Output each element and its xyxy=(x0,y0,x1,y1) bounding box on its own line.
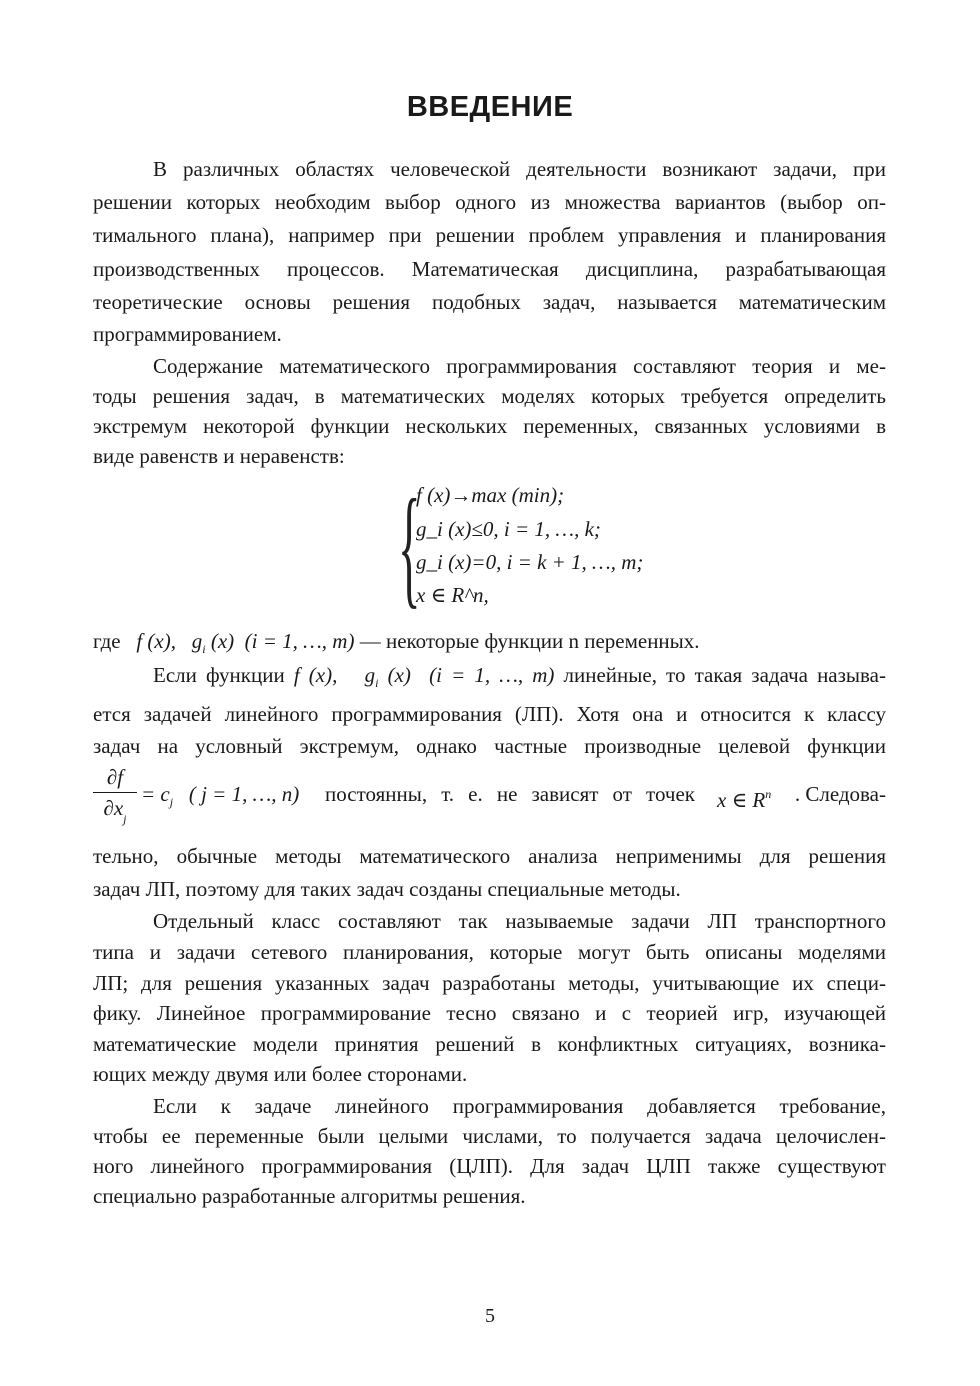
where-suffix: — некоторые функции n переменных. xyxy=(359,629,700,653)
paragraph-1-line: тимального плана), например при решении проблем управления и планирования xyxy=(93,223,886,247)
fraction-bar xyxy=(93,792,137,793)
paragraph-3-line: задач на условный экстремум, однако частные производные целевой функции xyxy=(93,734,886,758)
formula-tail: . Следова- xyxy=(794,782,886,806)
paragraph-2-line: экстремум некоторой функции нескольких переменных, связанных условиями в xyxy=(93,414,886,438)
paragraph-4-line: ющих между двумя или более сторонами. xyxy=(93,1062,468,1086)
x-in-rn: x ∈ $R^n$ xyxy=(717,787,772,812)
partial-derivative-fraction xyxy=(93,764,137,832)
paragraph-3-prefix: Если функции xyxy=(153,663,285,687)
paragraph-4-line: фику. Линейное программирование тесно связано и с теорией игр, изучающей xyxy=(93,1001,886,1025)
system-row-2: g_i (x)≤0, i = 1, …, k; xyxy=(416,517,601,541)
formula-text: постоянны, т. е. не зависят от точек xyxy=(325,782,695,806)
equation-system xyxy=(398,472,678,620)
paragraph-2-line: виде равенств и неравенств: xyxy=(93,444,345,468)
paragraph-3-line: задач ЛП, поэтому для таких задач созданы специальные методы. xyxy=(93,877,681,901)
system-row-4: x ∈ R^n, xyxy=(416,583,489,607)
derivative-equals: = $c_j$ ( j = 1, …, n) xyxy=(141,782,300,809)
fraction-denominator: $\partial x_j$ xyxy=(103,796,127,826)
paragraph-1-line: производственных процессов. Математическая дисциплина, разрабатывающая xyxy=(93,257,886,281)
paragraph-3-formula: f (x), $g_i$ (x) (i = 1, …, m) xyxy=(293,663,555,690)
paragraph-4-line: типа и задачи сетевого планирования, которые могут быть описаны моделями xyxy=(93,940,886,964)
page-number: 5 xyxy=(485,1305,495,1327)
paragraph-5-line: ного линейного программирования (ЦЛП). Для задач ЦЛП также существуют xyxy=(93,1154,886,1178)
where-line xyxy=(93,628,886,662)
paragraph-4-line: Отдельный класс составляют так называемые задачи ЛП транспортного xyxy=(153,909,886,933)
paragraph-5-line: чтобы ее переменные были целыми числами, то получается задача целочислен- xyxy=(93,1124,886,1148)
paragraph-1-line: решении которых необходим выбор одного из множества вариантов (выбор оп- xyxy=(93,190,886,214)
system-row-3: g_i (x)=0, i = k + 1, …, m; xyxy=(416,550,644,574)
where-formula: f (x), $g_i$ (x) (i = 1, …, m) xyxy=(125,629,355,656)
fraction-numerator: ∂f xyxy=(106,765,124,789)
paragraph-4-line: математические модели принятия решений в конфликтных ситуациях, возника- xyxy=(93,1032,886,1056)
paragraph-3-suffix: линейные, то такая задача называ- xyxy=(563,663,886,687)
paragraph-4-line: ЛП; для решения указанных задач разработаны методы, учитывающие их специ- xyxy=(93,971,886,995)
paragraph-1-line: программированием. xyxy=(93,322,282,346)
paragraph-3-line xyxy=(153,662,886,696)
paragraph-3-line: тельно, обычные методы математического анализа неприменимы для решения xyxy=(93,844,886,868)
paragraph-5-line: специально разработанные алгоритмы решения. xyxy=(93,1184,526,1208)
paragraph-2-line: Содержание математического программирования составляют теория и ме- xyxy=(153,354,886,378)
paragraph-1-line: теоретические основы решения подобных задач, называется математическим xyxy=(93,290,886,314)
paragraph-2-line: тоды решения задач, в математических моделях которых требуется определить xyxy=(93,384,886,408)
system-row-1: f (x)→max (min); xyxy=(416,483,565,507)
paragraph-3-line: ется задачей линейного программирования (ЛП). Хотя она и относится к классу xyxy=(93,702,886,726)
page-title: ВВЕДЕНИЕ xyxy=(406,91,574,123)
left-brace: { xyxy=(398,472,421,620)
where-prefix: где xyxy=(93,629,121,653)
paragraph-1-line: В различных областях человеческой деятельности возникают задачи, при xyxy=(153,157,886,181)
paragraph-5-line: Если к задаче линейного программирования добавляется требование, xyxy=(153,1094,886,1118)
